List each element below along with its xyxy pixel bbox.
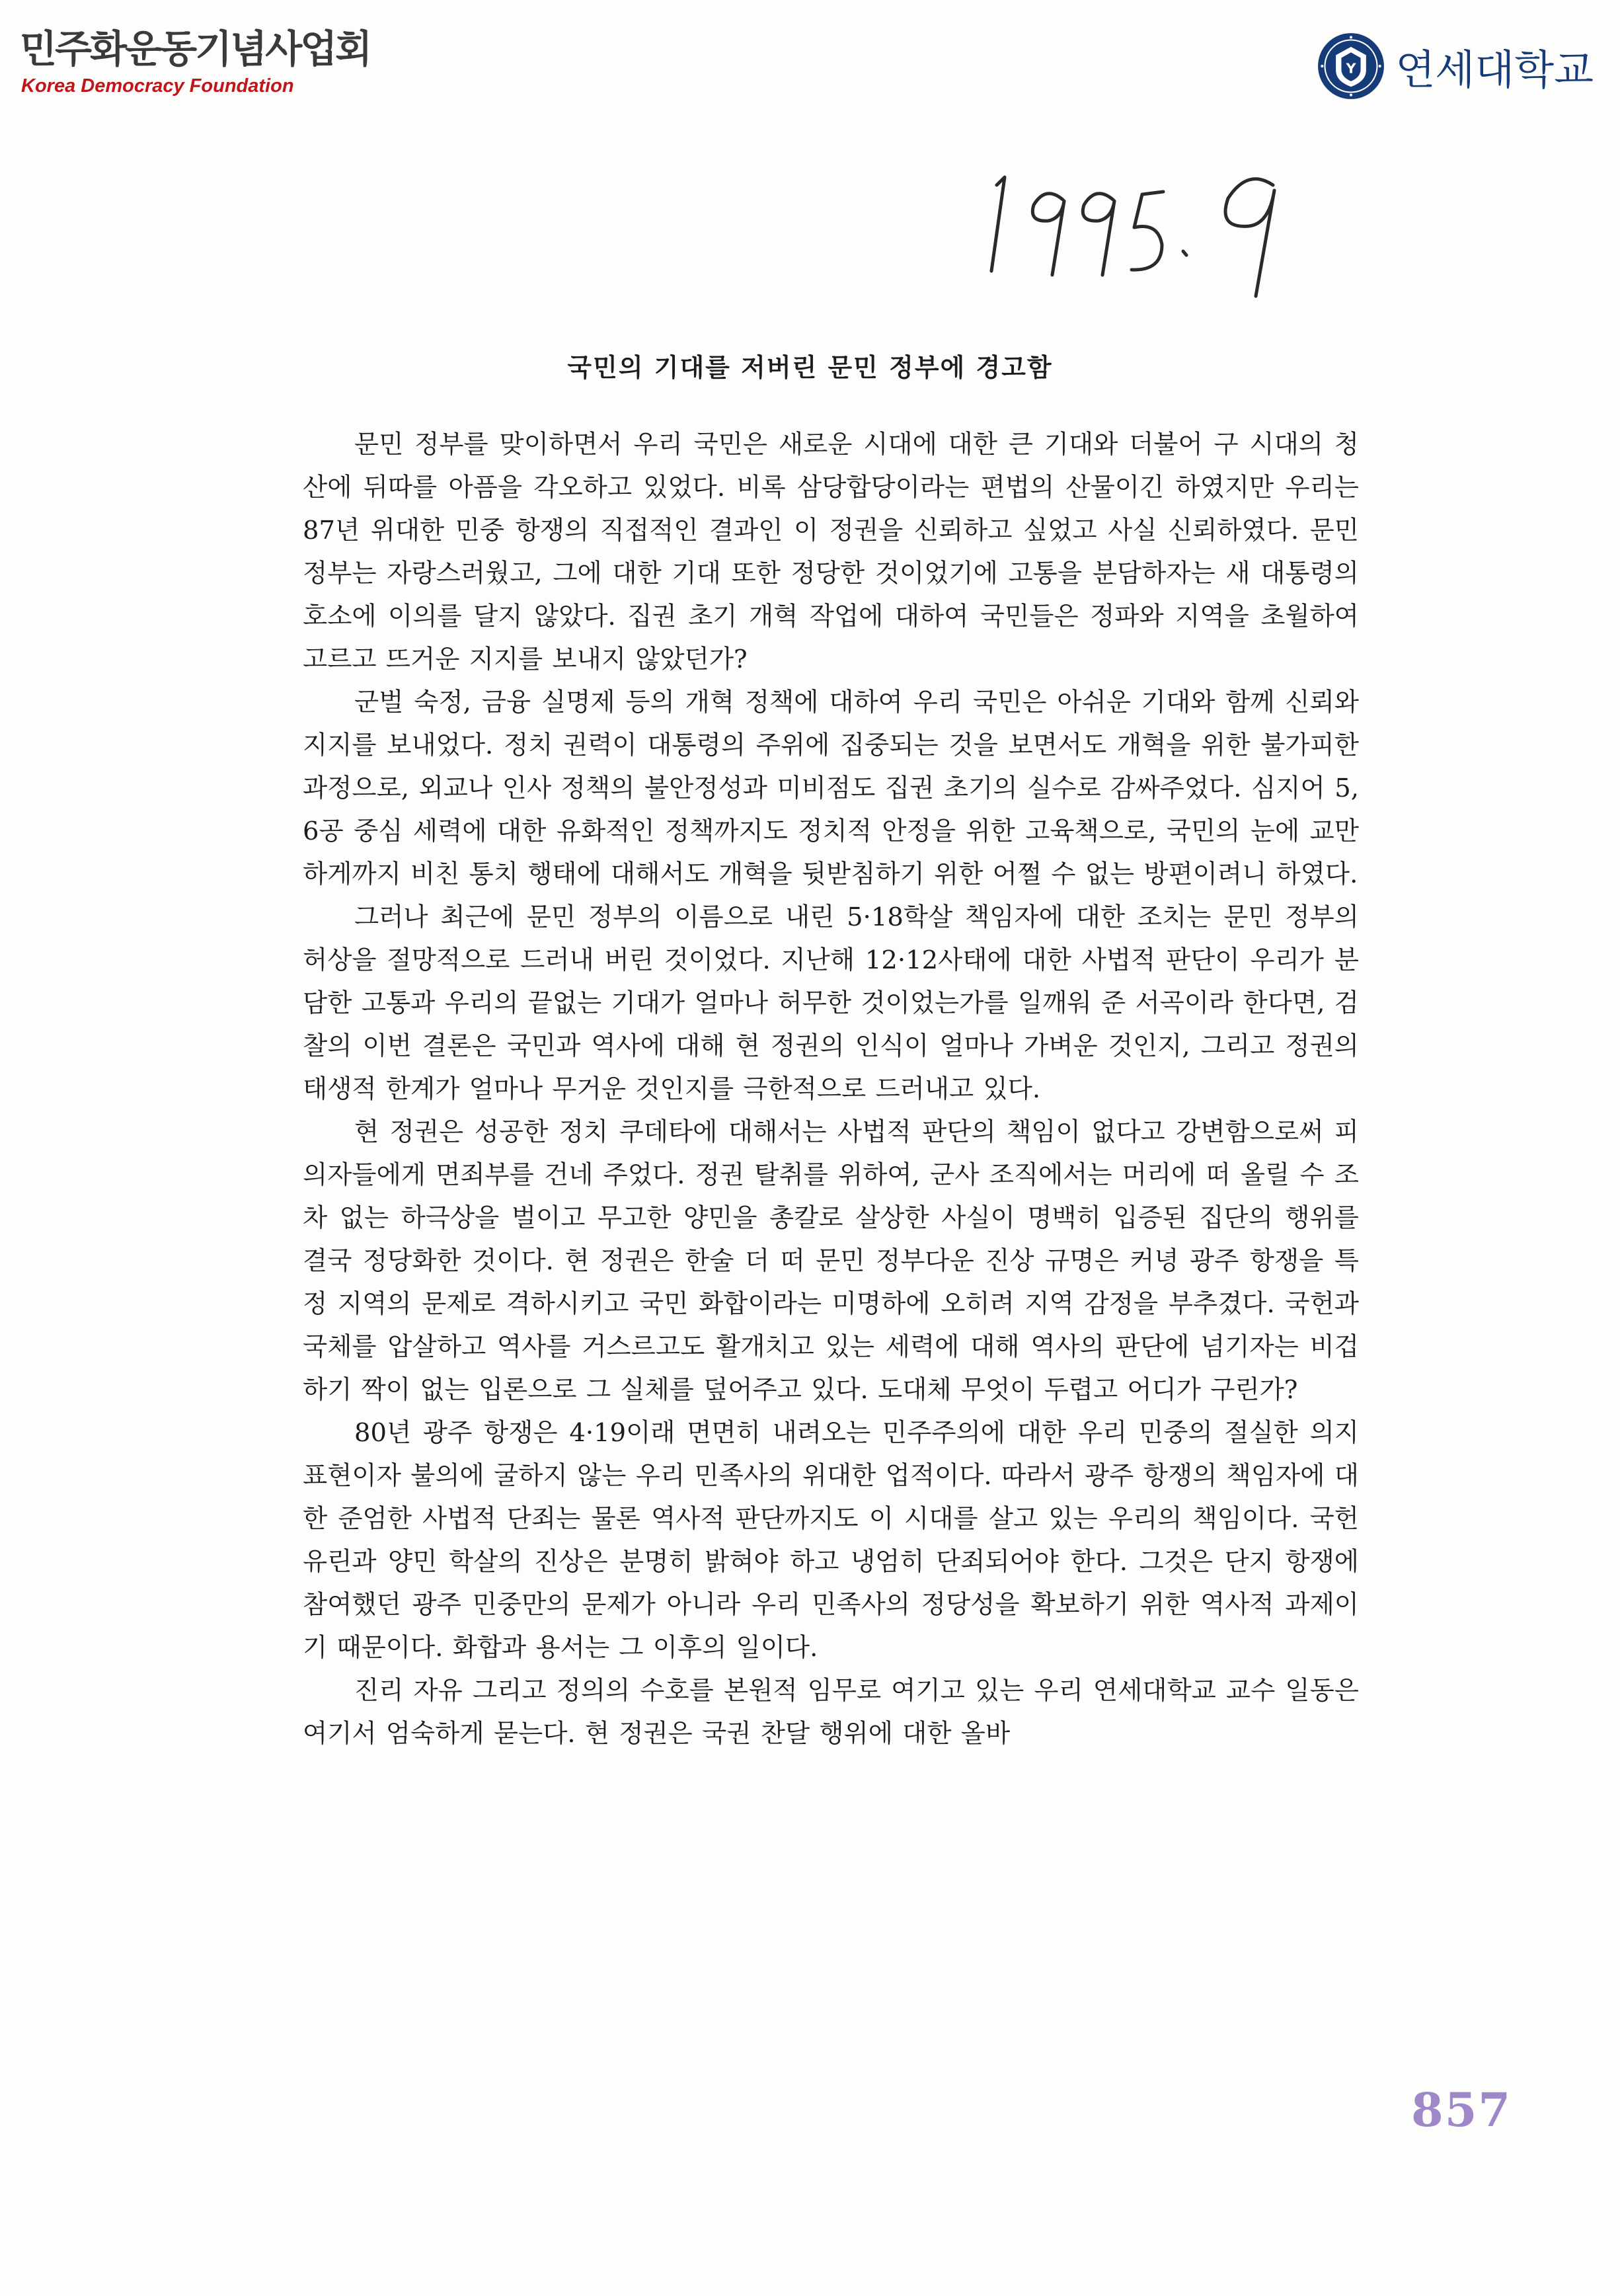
paragraph: 진리 자유 그리고 정의의 수호를 본원적 임무로 여기고 있는 우리 연세대학교 교수 일동은 여기서 엄숙하게 묻는다. 현 정권은 국권 찬달 행위에 대한 올바 <box>303 1676 1359 1749</box>
paragraph: 군벌 숙정, 금융 실명제 등의 개혁 정책에 대하여 우리 국민은 아쉬운 기대와 함께 신뢰와 지지를 보내었다. 정치 권력이 대통령의 주위에 집중되는 것을 보면서도 개혁을 위한 불가피한 과정으로, 외교나 인사 정책의 불안정성과 미비점도 집권 초기의 실수로 감싸주었다. 심지어 5, 6공 중심 세력에 대한 유화적인 정책까지도 정치적 안정을 위한 고육책으로, 국민의 눈에 교만하게까지 비친 통치 행태에 대해서도 개혁을 뒷받침하기 위한 어쩔 수 없는 방편이려니 하였다. <box>303 688 1359 889</box>
paragraph: 현 정권은 성공한 정치 쿠데타에 대해서는 사법적 판단의 책임이 없다고 강변함으로써 피의자들에게 면죄부를 건네 주었다. 정권 탈취를 위하여, 군사 조직에서는 머리에 떠 올릴 수 조차 없는 하극상을 벌이고 무고한 양민을 총칼로 살상한 사실이 명백히 입증된 집단의 행위를 결국 정당화한 것이다. 현 정권은 한술 더 떠 문민 정부다운 진상 규명은 커녕 광주 항쟁을 특정 지역의 문제로 격하시키고 국민 화합이라는 미명하에 오히려 지역 감정을 부추겼다. 국헌과 국체를 압살하고 역사를 거스르고도 활개치고 있는 세력에 대해 역사의 판단에 넘기자는 비겁하기 짝이 없는 입론으로 그 실체를 덮어주고 있다. 도대체 무엇이 두렵고 어디가 구린가? <box>303 1117 1359 1405</box>
document-title: 국민의 기대를 저버린 문민 정부에 경고함 <box>567 352 1053 382</box>
document-body <box>303 423 1359 1755</box>
svg-text:Y: Y <box>1346 60 1356 77</box>
yonsei-university-logo <box>1317 26 1594 106</box>
paragraph: 그러나 최근에 문민 정부의 이름으로 내린 5·18학살 책임자에 대한 조치는 문민 정부의 허상을 절망적으로 드러내 버린 것이었다. 지난해 12·12사태에 대한 사법적 판단이 우리가 분담한 고통과 우리의 끝없는 기대가 얼마나 허무한 것이었는가를 일깨워 준 서곡이라 한다면, 검찰의 이번 결론은 국민과 역사에 대해 현 정권의 인식이 얼마나 가벼운 것인지, 그리고 정권의 태생적 한계가 얼마나 무거운 것인지를 극한적으로 드러내고 있다. <box>303 902 1359 1104</box>
handwritten-date <box>985 159 1329 304</box>
paragraph: 80년 광주 항쟁은 4·19이래 면면히 내려오는 민주주의에 대한 우리 민중의 절실한 의지 표현이자 불의에 굴하지 않는 우리 민족사의 위대한 업적이다. 따라서 광주 항쟁의 책임자에 대한 준엄한 사법적 단죄는 물론 역사적 판단까지도 이 시대를 살고 있는 우리의 책임이다. 국헌 유린과 양민 학살의 진상은 분명히 밝혀야 하고 냉엄히 단죄되어야 한다. 그것은 단지 항쟁에 참여했던 광주 민중만의 문제가 아니라 우리 민족사의 정당성을 확보하기 위한 역사적 과제이기 때문이다. 화합과 용서는 그 이후의 일이다. <box>303 1418 1359 1663</box>
kdf-logo-english-text: Korea Democracy Foundation <box>21 75 294 97</box>
korea-democracy-foundation-logo <box>20 25 371 104</box>
kdf-logo-korean-text: 민주화운동기념사업회 <box>20 26 371 71</box>
paragraph: 문민 정부를 맞이하면서 우리 국민은 새로운 시대에 대한 큰 기대와 더불어 구 시대의 청산에 뒤따를 아픔을 각오하고 있었다. 비록 삼당합당이라는 편법의 산물이긴 하였지만 우리는 87년 위대한 민중 항쟁의 직접적인 결과인 이 정권을 신뢰하고 싶었고 사실 신뢰하였다. 문민 정부는 자랑스러웠고, 그에 대한 기대 또한 정당한 것이었기에 고통을 분담하자는 새 대통령의 호소에 이의를 달지 않았다. 집권 초기 개혁 작업에 대하여 국민들은 정파와 지역을 초월하여 고르고 뜨거운 지지를 보내지 않았던가? <box>303 430 1359 674</box>
yonsei-university-seal-icon <box>1317 32 1385 100</box>
yonsei-university-name: 연세대학교 <box>1395 45 1594 94</box>
page-number-stamp: 857 <box>1411 2082 1512 2137</box>
